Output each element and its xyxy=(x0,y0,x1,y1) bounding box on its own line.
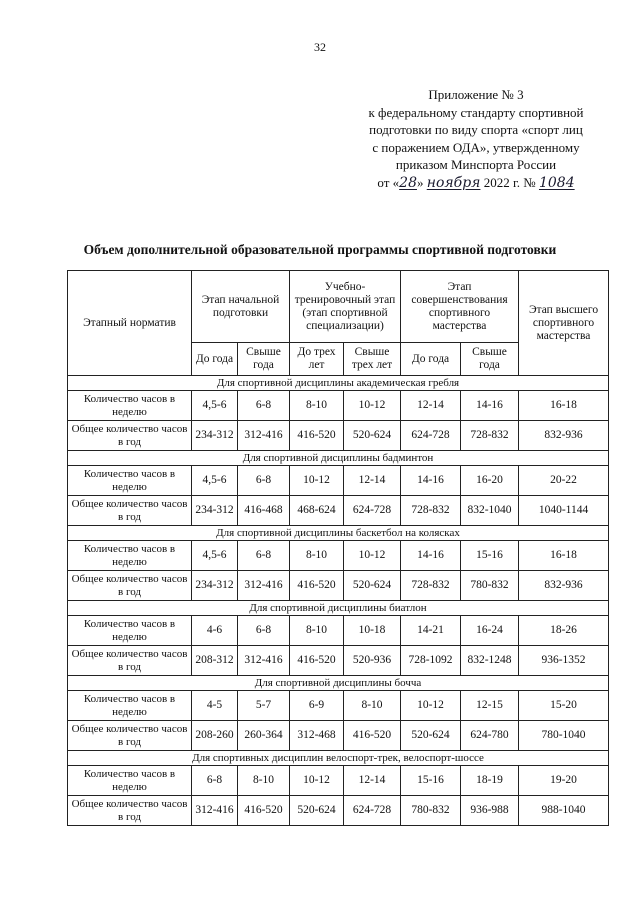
date-year: 2022 г. № xyxy=(480,174,539,190)
appendix-line: Приложение № 3 xyxy=(428,87,524,102)
section-title: Для спортивной дисциплины баскетбол на колясках xyxy=(68,526,609,541)
value-cell: 10-12 xyxy=(290,766,344,796)
value-cell: 10-12 xyxy=(290,466,344,496)
value-cell: 8-10 xyxy=(290,541,344,571)
appendix-line: подготовки по виду спорта «спорт лиц xyxy=(369,122,583,137)
value-cell: 234-312 xyxy=(192,571,238,601)
value-cell: 520-624 xyxy=(401,721,461,751)
stage-header: Этап начальной подготовки xyxy=(192,271,290,343)
value-cell: 728-1092 xyxy=(401,646,461,676)
handwritten-day: 28 xyxy=(399,174,417,191)
section-row xyxy=(68,601,609,616)
value-cell: 10-12 xyxy=(401,691,461,721)
row-label: Общее количество часов в год xyxy=(68,496,192,526)
row-label: Количество часов в неделю xyxy=(68,541,192,571)
table-row xyxy=(68,646,609,676)
value-cell: 624-728 xyxy=(344,496,401,526)
table-row xyxy=(68,616,609,646)
value-cell: 12-14 xyxy=(344,766,401,796)
value-cell: 520-936 xyxy=(344,646,401,676)
stage-header: Учебно-тренировочный этап (этап спортивной специализации) xyxy=(290,271,401,343)
table-row xyxy=(68,796,609,826)
row-label: Количество часов в неделю xyxy=(68,766,192,796)
value-cell: 14-21 xyxy=(401,616,461,646)
section-row xyxy=(68,451,609,466)
value-cell: 8-10 xyxy=(290,616,344,646)
value-cell: 12-14 xyxy=(401,391,461,421)
table-row xyxy=(68,421,609,451)
value-cell: 6-8 xyxy=(238,541,290,571)
value-cell: 780-1040 xyxy=(519,721,609,751)
value-cell: 10-12 xyxy=(344,391,401,421)
value-cell: 10-18 xyxy=(344,616,401,646)
value-cell: 780-832 xyxy=(401,796,461,826)
value-cell: 234-312 xyxy=(192,496,238,526)
section-title: Для спортивной дисциплины бадминтон xyxy=(68,451,609,466)
appendix-line: приказом Минспорта России xyxy=(395,157,557,172)
value-cell: 728-832 xyxy=(461,421,519,451)
sub-header: Свыше трех лет xyxy=(344,343,401,376)
row-label: Количество часов в неделю xyxy=(68,391,192,421)
value-cell: 8-10 xyxy=(238,766,290,796)
value-cell: 416-520 xyxy=(344,721,401,751)
value-cell: 416-520 xyxy=(290,646,344,676)
sub-header: Свыше года xyxy=(461,343,519,376)
sub-header: До трех лет xyxy=(290,343,344,376)
page-number: 32 xyxy=(314,40,326,54)
value-cell: 832-1040 xyxy=(461,496,519,526)
value-cell: 15-20 xyxy=(519,691,609,721)
table-row xyxy=(68,496,609,526)
value-cell: 936-1352 xyxy=(519,646,609,676)
value-cell: 312-416 xyxy=(238,646,290,676)
value-cell: 416-520 xyxy=(290,421,344,451)
row-label: Общее количество часов в год xyxy=(68,796,192,826)
value-cell: 18-26 xyxy=(519,616,609,646)
table-row xyxy=(68,571,609,601)
value-cell: 624-728 xyxy=(344,796,401,826)
value-cell: 728-832 xyxy=(401,496,461,526)
appendix-date-line xyxy=(330,174,622,193)
value-cell: 520-624 xyxy=(344,571,401,601)
value-cell: 260-364 xyxy=(238,721,290,751)
value-cell: 832-936 xyxy=(519,421,609,451)
section-title: Для спортивной дисциплины биатлон xyxy=(68,601,609,616)
section-title: Для спортивной дисциплины бочча xyxy=(68,676,609,691)
value-cell: 15-16 xyxy=(401,766,461,796)
row-label: Общее количество часов в год xyxy=(68,721,192,751)
section-row xyxy=(68,751,609,766)
value-cell: 624-780 xyxy=(461,721,519,751)
value-cell: 14-16 xyxy=(401,541,461,571)
table-body xyxy=(68,376,609,826)
value-cell: 8-10 xyxy=(290,391,344,421)
value-cell: 468-624 xyxy=(290,496,344,526)
value-cell: 312-416 xyxy=(192,796,238,826)
value-cell: 16-24 xyxy=(461,616,519,646)
date-mid: » xyxy=(416,174,427,190)
stage-header: Этап совершенствования спортивного мастерства xyxy=(401,271,519,343)
value-cell: 6-9 xyxy=(290,691,344,721)
value-cell: 14-16 xyxy=(401,466,461,496)
handwritten-order-number: 1084 xyxy=(538,174,575,191)
table-row xyxy=(68,466,609,496)
value-cell: 16-18 xyxy=(519,391,609,421)
sub-header: До года xyxy=(401,343,461,376)
row-label: Количество часов в неделю xyxy=(68,691,192,721)
value-cell: 312-416 xyxy=(238,421,290,451)
value-cell: 234-312 xyxy=(192,421,238,451)
row-label: Общее количество часов в год xyxy=(68,646,192,676)
value-cell: 18-19 xyxy=(461,766,519,796)
value-cell: 15-16 xyxy=(461,541,519,571)
value-cell: 416-520 xyxy=(290,571,344,601)
value-cell: 4,5-6 xyxy=(192,466,238,496)
value-cell: 4-6 xyxy=(192,616,238,646)
value-cell: 6-8 xyxy=(238,616,290,646)
value-cell: 520-624 xyxy=(290,796,344,826)
section-row xyxy=(68,676,609,691)
corner-header: Этапный норматив xyxy=(68,271,192,376)
appendix-header xyxy=(330,86,622,192)
value-cell: 1040-1144 xyxy=(519,496,609,526)
value-cell: 624-728 xyxy=(401,421,461,451)
value-cell: 208-260 xyxy=(192,721,238,751)
table-row xyxy=(68,766,609,796)
value-cell: 5-7 xyxy=(238,691,290,721)
value-cell: 4,5-6 xyxy=(192,541,238,571)
value-cell: 780-832 xyxy=(461,571,519,601)
row-label: Количество часов в неделю xyxy=(68,616,192,646)
section-title: Для спортивных дисциплин велоспорт-трек, велоспорт-шоссе xyxy=(68,751,609,766)
section-row xyxy=(68,526,609,541)
table-row xyxy=(68,691,609,721)
value-cell: 416-520 xyxy=(238,796,290,826)
row-label: Количество часов в неделю xyxy=(68,466,192,496)
row-label: Общее количество часов в год xyxy=(68,421,192,451)
stage-header: Этап высшего спортивного мастерства xyxy=(519,271,609,376)
value-cell: 8-10 xyxy=(344,691,401,721)
value-cell: 416-468 xyxy=(238,496,290,526)
section-row xyxy=(68,376,609,391)
value-cell: 12-15 xyxy=(461,691,519,721)
value-cell: 6-8 xyxy=(238,466,290,496)
value-cell: 12-14 xyxy=(344,466,401,496)
value-cell: 14-16 xyxy=(461,391,519,421)
value-cell: 16-20 xyxy=(461,466,519,496)
section-title: Для спортивной дисциплины академическая гребля xyxy=(68,376,609,391)
sub-header: Свыше года xyxy=(238,343,290,376)
value-cell: 312-416 xyxy=(238,571,290,601)
value-cell: 4-5 xyxy=(192,691,238,721)
value-cell: 208-312 xyxy=(192,646,238,676)
value-cell: 19-20 xyxy=(519,766,609,796)
table-row xyxy=(68,541,609,571)
value-cell: 4,5-6 xyxy=(192,391,238,421)
program-volume-table xyxy=(67,270,609,826)
row-label: Общее количество часов в год xyxy=(68,571,192,601)
value-cell: 520-624 xyxy=(344,421,401,451)
value-cell: 728-832 xyxy=(401,571,461,601)
value-cell: 988-1040 xyxy=(519,796,609,826)
value-cell: 312-468 xyxy=(290,721,344,751)
appendix-line: к федеральному стандарту спортивной xyxy=(368,104,584,120)
value-cell: 16-18 xyxy=(519,541,609,571)
sub-header: До года xyxy=(192,343,238,376)
value-cell: 6-8 xyxy=(238,391,290,421)
value-cell: 936-988 xyxy=(461,796,519,826)
handwritten-month: ноября xyxy=(426,174,481,191)
value-cell: 832-936 xyxy=(519,571,609,601)
value-cell: 10-12 xyxy=(344,541,401,571)
value-cell: 832-1248 xyxy=(461,646,519,676)
appendix-line: с поражением ОДА», утвержденному xyxy=(372,139,580,155)
table-row xyxy=(68,391,609,421)
document-title: Объем дополнительной образовательной программы спортивной подготовки xyxy=(83,242,557,257)
header-row xyxy=(68,271,609,343)
date-prefix: от « xyxy=(377,174,400,190)
value-cell: 20-22 xyxy=(519,466,609,496)
value-cell: 6-8 xyxy=(192,766,238,796)
table-row xyxy=(68,721,609,751)
